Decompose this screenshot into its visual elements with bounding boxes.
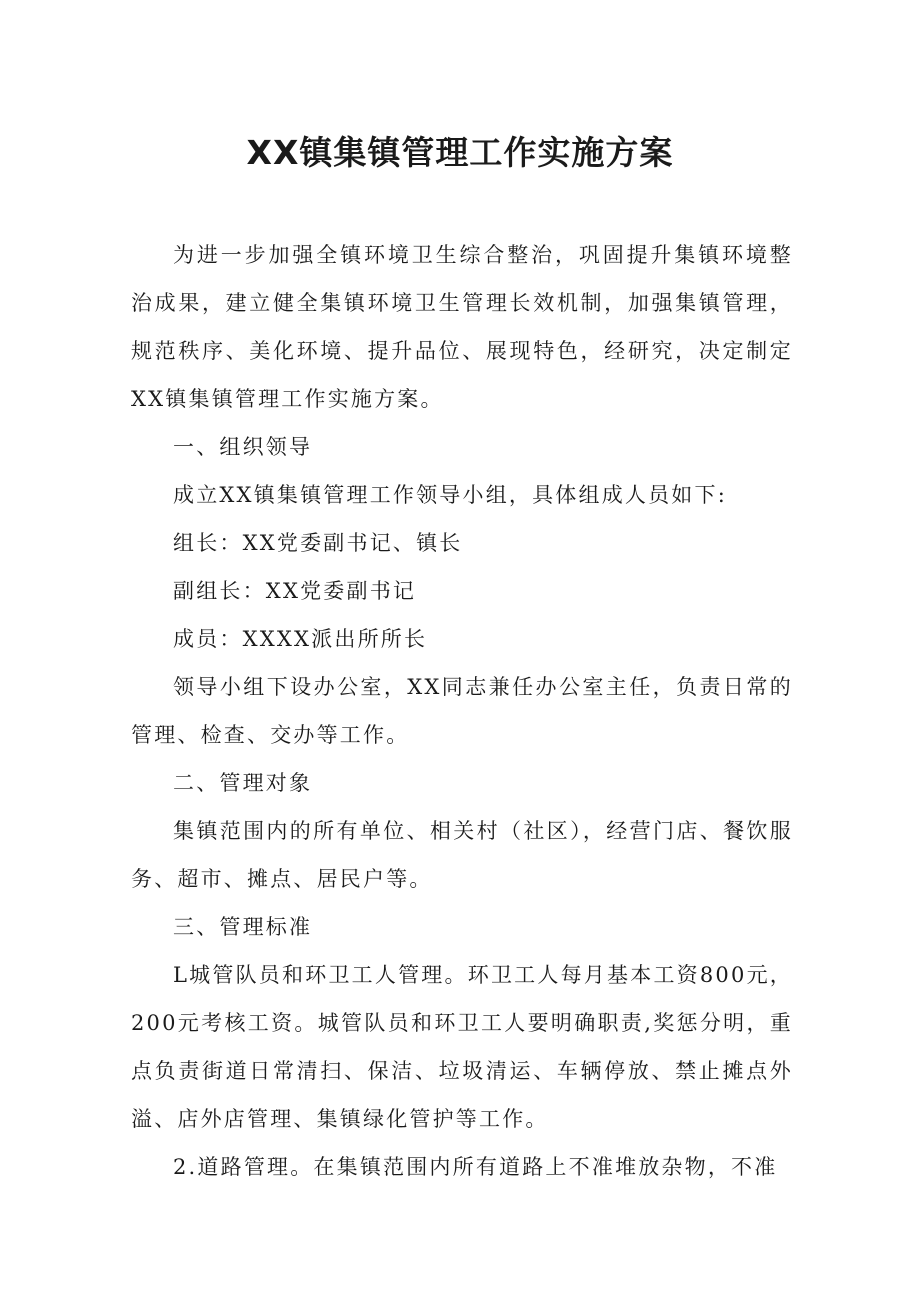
section-heading-standards: 三、管理标准: [173, 915, 313, 939]
paragraph-intro: 为进一步加强全镇环境卫生综合整治，巩固提升集镇环境整治成果，建立健全集镇环境卫生管理长效机制，加强集镇管理，规范秩序、美化环境、提升品位、展现特色，经研究，决定制定XX镇集镇管理工作实施方案。: [131, 243, 793, 411]
paragraph-group-setup: 成立XX镇集镇管理工作领导小组，具体组成人员如下:: [173, 483, 727, 507]
paragraph-office: 领导小组下设办公室，XX同志兼任办公室主任，负责日常的管理、检查、交办等工作。: [131, 675, 793, 747]
paragraph-members: 成员：XXXX派出所所长: [173, 627, 428, 651]
paragraph-standard-2: 2.道路管理。在集镇范围内所有道路上不准堆放杂物，不准: [173, 1155, 778, 1179]
paragraph-targets: 集镇范围内的所有单位、相关村（社区），经营门店、餐饮服务、超市、摊点、居民户等。: [131, 819, 793, 891]
paragraph-deputy-leader: 副组长：XX党委副书记: [173, 579, 417, 603]
document-body: [131, 231, 793, 1191]
section-heading-targets: 二、管理对象: [173, 771, 313, 795]
section-heading-organization: 一、组织领导: [173, 435, 313, 459]
paragraph-standard-1: L城管队员和环卫工人管理。环卫工人每月基本工资800元，200元考核工资。城管队员和环卫工人要明确职责,奖惩分明，重点负责街道日常清扫、保洁、垃圾清运、车辆停放、禁止摊点外溢、店外店管理、集镇绿化管护等工作。: [131, 963, 793, 1131]
document-title: XX镇集镇管理工作实施方案: [246, 133, 674, 172]
paragraph-group-leader: 组长：XX党委副书记、镇长: [173, 531, 463, 555]
